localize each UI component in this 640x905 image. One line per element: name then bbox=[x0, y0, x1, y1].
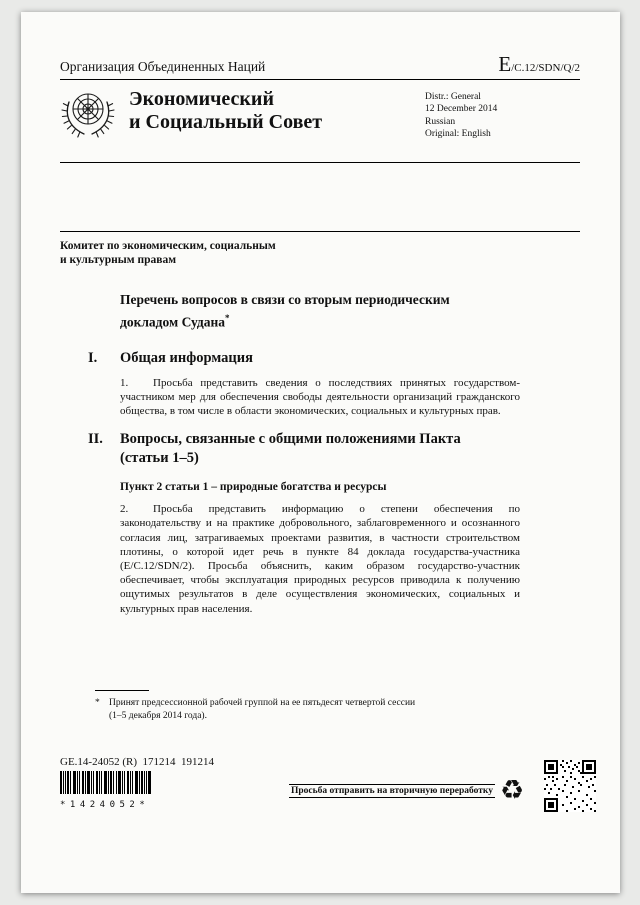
doc-symbol-number: /C.12/SDN/Q/2 bbox=[511, 62, 580, 74]
masthead-rule bbox=[60, 162, 580, 163]
section-1-title: Общая информация bbox=[120, 349, 253, 366]
barcode bbox=[60, 771, 156, 810]
committee-rule bbox=[60, 231, 580, 232]
footnote-symbol: * bbox=[95, 698, 100, 708]
distribution-block bbox=[425, 88, 580, 141]
footnote-rule bbox=[95, 690, 149, 691]
qr-code bbox=[544, 760, 596, 812]
barcode-bars bbox=[60, 771, 152, 794]
date-line: 12 December 2014 bbox=[425, 104, 498, 115]
paragraph-1-text: Просьба представить сведения о последствиях принятых государством-участником мер для обеспечения свободы деятельности организаций гражданского общества, в том числе в области экономических, социальных и культурных прав. bbox=[120, 376, 520, 417]
council-title bbox=[129, 88, 322, 134]
document-title-text: Перечень вопросов в связи со вторым периодическим докладом Судана bbox=[120, 292, 450, 330]
language-line: Russian bbox=[425, 116, 456, 127]
masthead bbox=[60, 88, 580, 140]
doc-symbol bbox=[498, 54, 580, 76]
doc-id-line: GE.14-24052 (R) 171214 191214 bbox=[60, 756, 214, 768]
paragraph-2 bbox=[120, 502, 520, 616]
section-2-title: Вопросы, связанные с общими положениями Пакта (статьи 1–5) bbox=[120, 431, 461, 467]
council-title-line2: и Социальный Совет bbox=[129, 111, 323, 133]
footnote bbox=[95, 697, 465, 722]
document-page bbox=[21, 12, 620, 893]
paragraph-1 bbox=[120, 376, 520, 419]
subsection-heading: Пункт 2 статьи 1 – природные богатства и ресурсы bbox=[120, 481, 387, 494]
committee-line1: Комитет по экономическим, социальным bbox=[60, 240, 276, 252]
section-1-heading bbox=[88, 349, 580, 368]
org-name: Организация Объединенных Наций bbox=[60, 59, 266, 74]
footnote-area bbox=[95, 690, 465, 722]
council-title-line1: Экономический bbox=[129, 88, 274, 110]
section-1-numeral: I. bbox=[88, 349, 98, 366]
document-header bbox=[60, 54, 580, 76]
section-2-numeral: II. bbox=[88, 431, 103, 448]
paragraph-2-text: Просьба представить информацию о степени обеспечения по законодательству и на практике добровольного, заблаговременного и осознанного согласия лиц, затрагиваемых проектами развития, в частности строительством плотины, о которой идет речь в пункте 84 доклада государства-участника (E/C.12/SDN/2). Просьба объяснить, каким образом государство-участник обеспечивает, чтобы эксплуатация природных ресурсов приводила к получению ощутимых результатов в деле осуществления экономических, социальных и культурных прав населения. bbox=[120, 503, 520, 615]
footnote-marker: * bbox=[225, 313, 230, 323]
original-language-line: Original: English bbox=[425, 129, 491, 140]
recycle-notice bbox=[289, 776, 524, 806]
committee-name bbox=[60, 239, 580, 267]
document-title bbox=[120, 290, 505, 332]
committee-line2: и культурным правам bbox=[60, 254, 177, 266]
header-rule bbox=[60, 79, 580, 80]
recycle-text: Просьба отправить на вторичную переработку bbox=[291, 786, 493, 796]
un-emblem-icon bbox=[60, 89, 116, 139]
section-2-heading bbox=[88, 430, 580, 468]
distr-line: Distr.: General bbox=[425, 92, 481, 102]
paragraph-2-number: 2. bbox=[120, 503, 129, 516]
paragraph-1-number: 1. bbox=[120, 376, 129, 389]
footnote-text: Принят предсессионной рабочей группой на ее пятьдесят четвертой сессии (1–5 декабря 2014 года). bbox=[109, 698, 416, 721]
recycle-icon: ♻ bbox=[500, 775, 525, 806]
barcode-text: *1424052* bbox=[60, 800, 150, 810]
doc-symbol-series: E bbox=[498, 52, 512, 76]
